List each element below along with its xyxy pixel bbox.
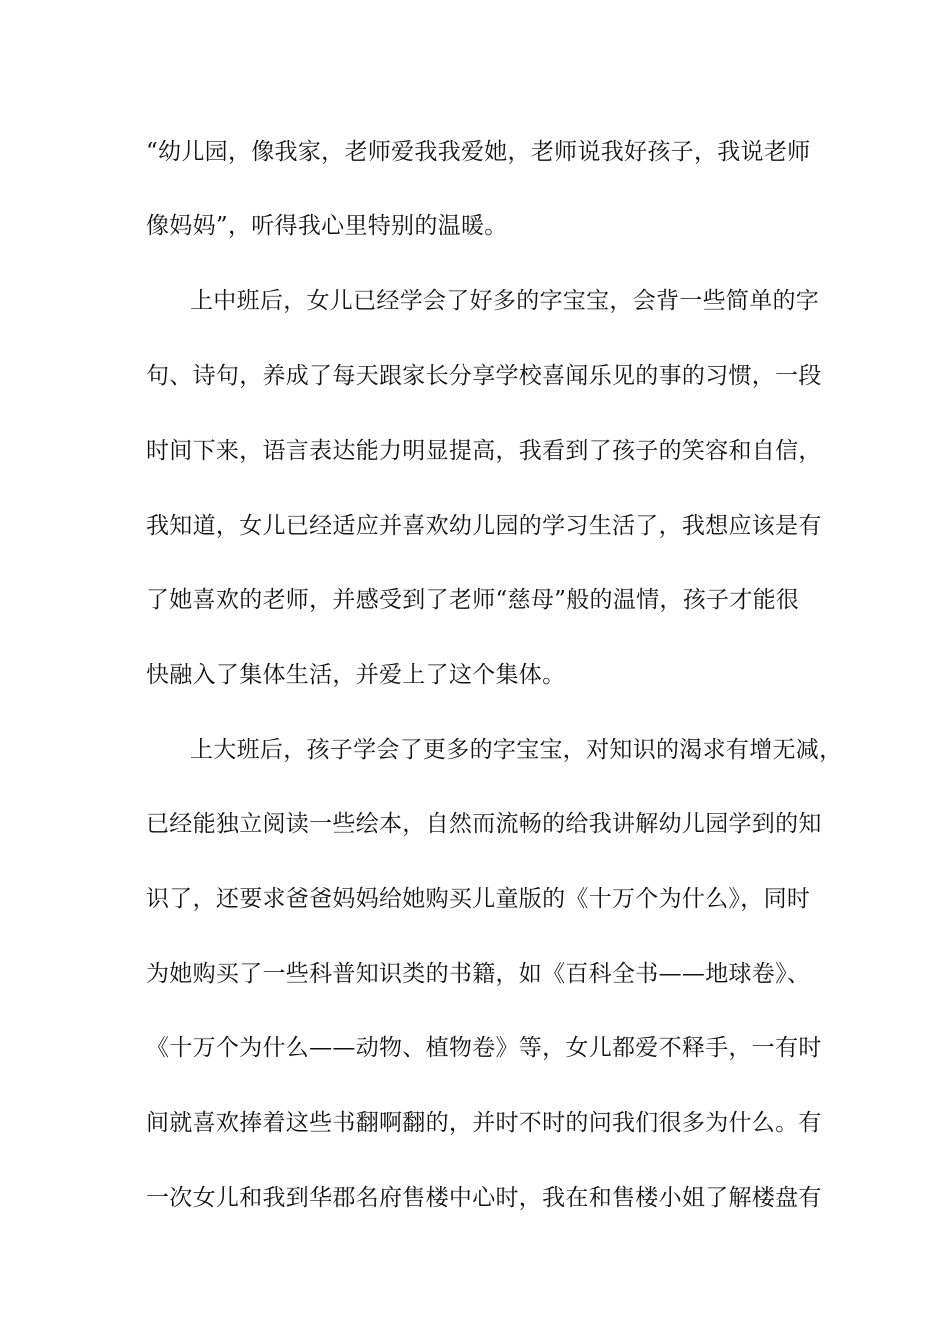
text-line-7: 了她喜欢的老师，并感受到了老师“慈母”般的温情，孩子才能很 xyxy=(146,587,800,613)
text-line-14: 间就喜欢捧着这些书翻啊翻的，并时不时的问我们很多为什么。有 xyxy=(146,1110,822,1136)
text-line-4: 句、诗句，养成了每天跟家长分享学校喜闻乐见的事的习惯，一段 xyxy=(146,363,822,389)
text-line-8: 快融入了集体生活，并爱上了这个集体。 xyxy=(146,662,566,688)
text-line-12: 为她购买了一些科普知识类的书籍，如《百科全书——地球卷》、 xyxy=(146,961,811,987)
text-line-11: 识了，还要求爸爸妈妈给她购买儿童版的《十万个为什么》，同时 xyxy=(146,886,811,912)
text-line-6: 我知道，女儿已经适应并喜欢幼儿园的学习生活了，我想应该是有 xyxy=(146,513,822,539)
text-line-15: 一次女儿和我到华郡名府售楼中心时，我在和售楼小姐了解楼盘有 xyxy=(146,1185,822,1211)
text-line-5: 时间下来，语言表达能力明显提高，我看到了孩子的笑容和自信， xyxy=(146,438,822,464)
text-line-9-paragraph-start: 上大班后，孩子学会了更多的字宝宝，对知识的渴求有增无减， xyxy=(190,737,843,763)
text-line-1: “幼儿园，像我家，老师爱我我爱她，老师说我好孩子，我说老师 xyxy=(146,139,811,165)
text-line-3-paragraph-start: 上中班后，女儿已经学会了好多的字宝宝，会背一些简单的字 xyxy=(190,288,820,314)
text-line-2: 像妈妈”，听得我心里特别的温暖。 xyxy=(146,213,508,239)
text-line-13: 《十万个为什么——动物、植物卷》等，女儿都爱不释手，一有时 xyxy=(146,1035,822,1061)
text-line-10: 已经能独立阅读一些绘本，自然而流畅的给我讲解幼儿园学到的知 xyxy=(146,811,822,837)
